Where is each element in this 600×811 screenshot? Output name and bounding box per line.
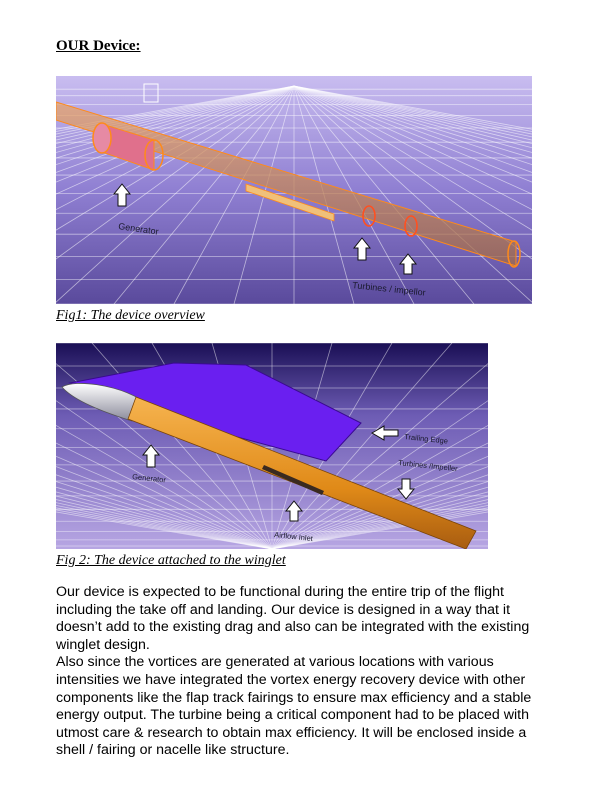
generator-label: Generator	[131, 472, 167, 485]
paragraph: Our device is expected to be functional during the entire trip of the flight including the take off and landing. Our device is designed in a way that it doesn’t add to the existing drag and also can be integrated with the existing winglet design.	[56, 584, 530, 653]
device-overview-render	[56, 76, 532, 304]
airflow-inlet-label: Airflow Inlet	[273, 530, 314, 544]
body-text	[56, 584, 556, 760]
turbines-impeller-label: Turbines /Impeller	[397, 458, 459, 474]
paragraph: Also since the vortices are generated at various locations with various intensities we have integrated the vortex energy recovery device with other components like the flap track fairings to ensure max efficiency and a stable energy output. The turbine being a critical component had to be placed with utmost care & research to obtain max efficiency. It will be enclosed inside a shell / fairing or nacelle like structure.	[56, 654, 532, 759]
figure-device-overview	[56, 76, 532, 304]
figure-2-caption: Fig 2: The device attached to the winglet	[56, 553, 286, 568]
page-heading: OUR Device:	[56, 38, 141, 54]
trailing-edge-label: Trailing Edge	[403, 432, 449, 446]
turbines-label: Turbines / impellor	[351, 280, 427, 298]
device-winglet-render	[56, 343, 488, 549]
figure-device-on-winglet	[56, 343, 488, 549]
generator-label: Generator	[117, 221, 160, 237]
figure-1-caption: Fig1: The device overview	[56, 308, 205, 323]
